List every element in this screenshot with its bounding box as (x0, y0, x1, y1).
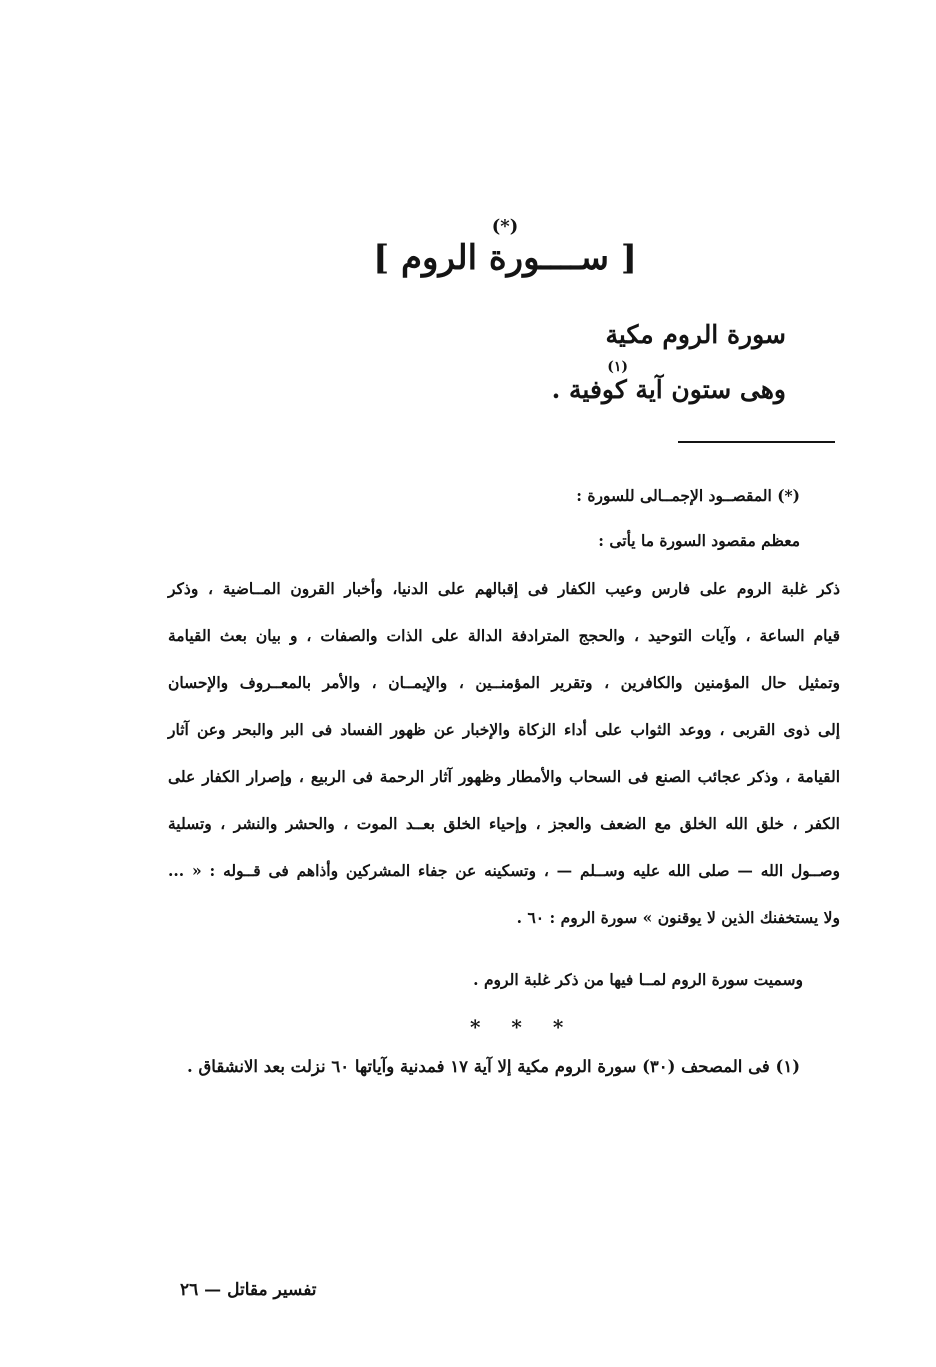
section-separator-stars: * * * (470, 1015, 576, 1039)
intro-footnote-marker: (١) (607, 359, 628, 375)
paragraph-line: قيام الساعة ، وآيات التوحيد ، والحجج المترادفة الدالة على الذات والصفات ، و بيان بعث القيامة (168, 626, 840, 645)
surah-title-marker: (*) (491, 216, 519, 237)
footnote-separator-rule (678, 441, 835, 443)
naming-note: وسميت سورة الروم لمــا فيها من ذكر غلبة الروم . (473, 970, 803, 989)
intro-line-2-text: وهى ستون آية كوفية . (551, 375, 786, 404)
footnote-heading: (*) المقصــود الإجمــالى للسورة : (576, 486, 800, 505)
footnote-paragraph (168, 574, 840, 950)
page-footer: تفسير مقاتل — ٢٦ (180, 1280, 317, 1300)
footnote-1: (١) فى المصحف (٣٠) سورة الروم مكية إلا آية ١٧ فمدنية وآياتها ٦٠ نزلت بعد الانشقاق . (187, 1057, 800, 1076)
paragraph-line: ولا يستخفنك الذين لا يوقنون » سورة الروم : ٦٠ . (516, 908, 840, 927)
paragraph-line: وصــول الله — صلى الله عليه وســلم — ، وتسكينه عن جفاء المشركين وأذاهم فى قــوله : « ... (168, 861, 840, 880)
paragraph-line: ذكر غلبة الروم على فارس وعيب الكفار فى إقبالهم على الدنيا، وأخبار القرون المــاضية ، وذكر (168, 579, 840, 598)
paragraph-line: إلى ذوى القربى ، ووعد الثواب على أداء الزكاة والإخبار عن ظهور الفساد فى البر والبحر وعن آثار (168, 720, 840, 739)
footnote-subtitle: معظم مقصود السورة ما يأتى : (598, 531, 800, 550)
surah-title (0, 216, 936, 278)
paragraph-line: القيامة ، وذكر عجائب الصنع فى السحاب والأمطار وظهور آثار الرحمة فى الربيع ، وإصرار الكفار على (168, 767, 840, 786)
intro-line-2 (551, 359, 786, 404)
surah-title-text: [ ســــورة الروم ] (373, 238, 637, 278)
intro-line-1: سورة الروم مكية (605, 320, 786, 349)
paragraph-line: وتمثيل حال المؤمنين والكافرين ، وتقرير المؤمنــين ، والإيمــان ، والأمر بالمعــروف والإحسان (168, 673, 840, 692)
paragraph-line: الكفر ، خلق الله الخلق مع الضعف والعجز ، وإحياء الخلق بعــد الموت ، والحشر والنشر ، وتسلية (168, 814, 840, 833)
